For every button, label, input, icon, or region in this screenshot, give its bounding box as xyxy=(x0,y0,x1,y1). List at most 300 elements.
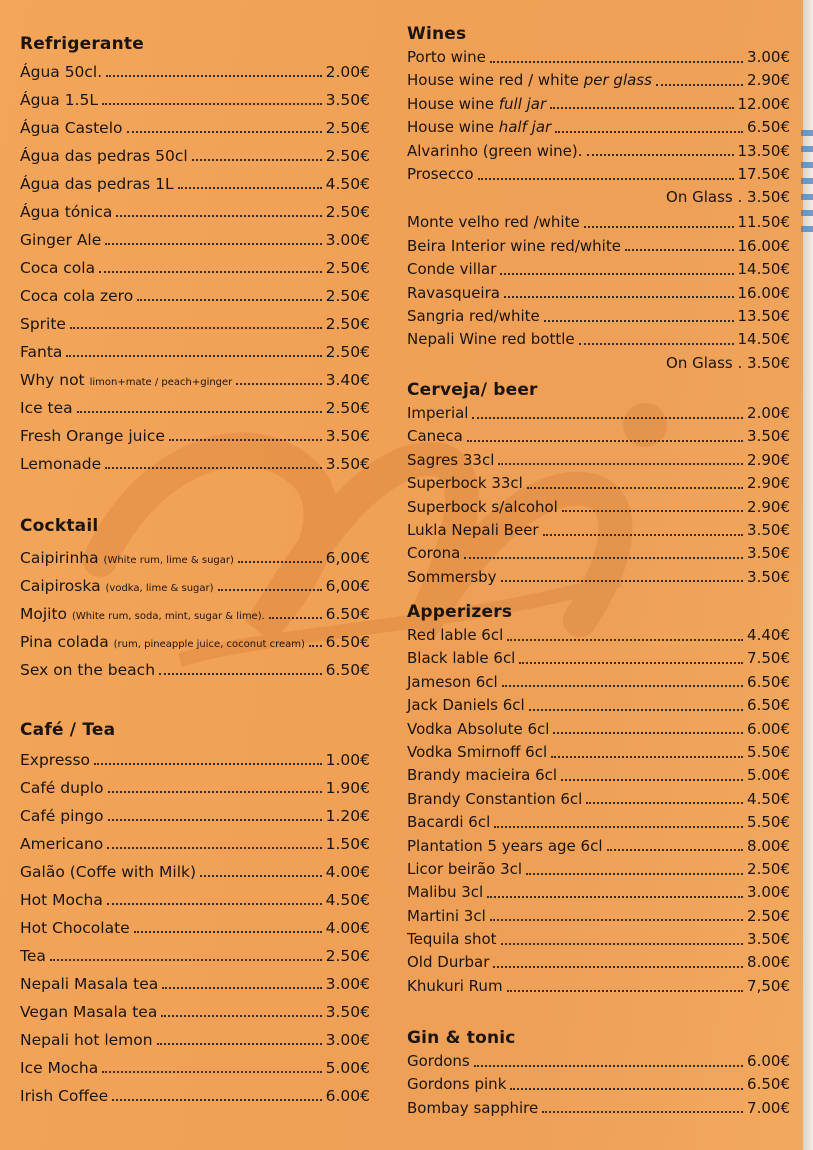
item-name xyxy=(407,1050,470,1073)
menu-item xyxy=(20,1054,370,1082)
dot-leader xyxy=(108,791,322,793)
menu-item xyxy=(407,928,790,951)
item-price: 6,00€ xyxy=(325,549,370,567)
gin-list xyxy=(407,1050,790,1120)
dot-leader xyxy=(507,990,743,992)
item-price: 2.50€ xyxy=(747,859,790,878)
item-name xyxy=(407,1073,506,1096)
refrigerante-list xyxy=(20,58,370,478)
item-price: 2.50€ xyxy=(325,315,370,333)
item-name xyxy=(407,211,580,234)
menu-item xyxy=(407,1050,790,1073)
item-name xyxy=(20,942,46,970)
menu-item xyxy=(20,394,370,422)
item-name xyxy=(407,647,515,670)
dot-leader xyxy=(490,61,743,63)
item-name xyxy=(407,788,582,811)
item-price: 3.50€ xyxy=(747,427,790,446)
item-name-text: Vodka Absolute 6cl xyxy=(407,719,550,738)
item-name-text: Água das pedras 1L xyxy=(20,175,174,193)
wines-section xyxy=(407,22,790,375)
section-title: Cocktail xyxy=(20,516,99,536)
dot-leader xyxy=(494,826,743,828)
dot-leader xyxy=(529,709,743,711)
menu-item xyxy=(20,544,370,572)
menu-item xyxy=(407,472,790,495)
item-name-text: Red lable 6cl xyxy=(407,626,504,644)
item-name-text: Coca cola zero xyxy=(20,287,134,305)
item-name-text: Coca cola xyxy=(20,259,96,277)
item-name xyxy=(407,519,539,542)
dot-leader xyxy=(66,355,321,357)
dot-leader xyxy=(542,1111,743,1113)
menu-item xyxy=(20,226,370,254)
item-price: 2.50€ xyxy=(325,203,370,221)
item-price: 2.00€ xyxy=(747,404,790,422)
dot-leader xyxy=(105,243,321,245)
item-name xyxy=(407,69,652,92)
dot-leader xyxy=(474,1065,743,1067)
item-name xyxy=(407,46,486,69)
item-name-text: Sangria red/white xyxy=(407,306,540,325)
item-price: 2.50€ xyxy=(325,947,370,965)
menu-item xyxy=(20,600,370,628)
item-price: 4.00€ xyxy=(325,863,370,881)
item-name xyxy=(407,835,603,858)
dot-leader xyxy=(107,903,322,905)
dot-leader xyxy=(218,589,322,591)
menu-item xyxy=(407,788,790,811)
item-name-text: Plantation 5 years age 6cl xyxy=(407,836,603,855)
wines-list-2 xyxy=(407,211,790,351)
item-name-text: House wine xyxy=(407,118,494,137)
dot-leader xyxy=(526,873,743,875)
item-name xyxy=(20,628,305,659)
item-name xyxy=(20,366,232,397)
item-name-text: Fresh Orange juice xyxy=(20,427,165,445)
dot-leader xyxy=(105,467,321,469)
menu-item xyxy=(407,542,790,565)
item-price: 2.50€ xyxy=(325,147,370,165)
menu-item xyxy=(407,235,790,258)
dot-leader xyxy=(77,411,322,413)
item-name xyxy=(20,58,102,86)
dot-leader xyxy=(102,103,322,105)
beer-list xyxy=(407,402,790,589)
item-name-text: Sagres 33cl xyxy=(407,450,495,469)
item-price: 3.50€ xyxy=(747,567,790,586)
menu-item xyxy=(20,254,370,282)
item-name xyxy=(407,811,490,834)
menu-item xyxy=(20,858,370,886)
dot-leader xyxy=(478,178,734,180)
item-name-text: Brandy Constantion 6cl xyxy=(407,789,583,808)
menu-item xyxy=(20,886,370,914)
dot-leader xyxy=(107,847,321,849)
item-name xyxy=(407,928,497,951)
menu-item xyxy=(407,258,790,281)
item-name xyxy=(407,975,503,998)
item-name-text: Tequila shot xyxy=(407,930,497,949)
item-name-text: Café pingo xyxy=(20,807,104,825)
dot-leader xyxy=(94,763,322,765)
menu-item xyxy=(407,140,790,163)
item-price: 16.00€ xyxy=(737,236,790,255)
dot-leader xyxy=(493,966,743,968)
dot-leader xyxy=(527,487,743,489)
dot-leader xyxy=(70,327,322,329)
menu-item xyxy=(407,163,790,186)
item-name-text: Tea xyxy=(20,947,46,965)
item-price: 2.90€ xyxy=(747,450,790,469)
item-price: 1.50€ xyxy=(325,835,370,853)
item-name-text: Nepali Masala tea xyxy=(20,975,159,993)
item-name-text: Caipiroska xyxy=(20,577,101,595)
item-price: 3.00€ xyxy=(747,883,790,902)
item-name-text: Água 50cl. xyxy=(20,63,103,81)
item-name-text: Vegan Masala tea xyxy=(20,1003,158,1021)
item-name xyxy=(20,914,130,942)
on-glass-note: On Glass . 3.50€ xyxy=(666,188,790,207)
menu-item xyxy=(407,624,790,647)
item-name-text: Mojito xyxy=(20,605,68,623)
item-name-text: Khukuri Rum xyxy=(407,976,503,995)
item-name-text: Imperial xyxy=(407,404,469,422)
item-name-text: House wine xyxy=(407,94,494,113)
item-price: 6.50€ xyxy=(325,661,370,679)
item-name-text: Lukla Nepali Beer xyxy=(407,520,539,539)
item-price: 6,00€ xyxy=(325,577,370,595)
item-price: 3.50€ xyxy=(747,930,790,949)
dot-leader xyxy=(200,875,322,877)
item-name-text: Conde villar xyxy=(407,260,497,279)
dot-leader xyxy=(102,1071,321,1073)
dot-leader xyxy=(238,561,322,563)
menu-item xyxy=(20,802,370,830)
dot-leader xyxy=(501,943,744,945)
item-price: 2.00€ xyxy=(325,63,370,81)
dot-leader xyxy=(504,296,734,298)
item-price: 3.50€ xyxy=(325,427,370,445)
dot-leader xyxy=(550,107,733,109)
item-name-text: Ginger Ale xyxy=(20,231,102,249)
item-price: 6.00€ xyxy=(747,719,790,738)
item-name xyxy=(407,305,540,328)
item-name-text: Martini 3cl xyxy=(407,906,486,925)
item-name xyxy=(20,858,196,886)
item-name-text: Beira Interior wine red/white xyxy=(407,236,621,255)
item-name xyxy=(20,746,90,774)
section-title: Café / Tea xyxy=(20,720,116,740)
menu-item xyxy=(407,718,790,741)
dot-leader xyxy=(106,75,321,77)
item-name xyxy=(20,114,123,142)
item-name-text: Expresso xyxy=(20,751,91,769)
gin-section xyxy=(407,1026,790,1120)
section-title: Apperizers xyxy=(407,602,513,622)
menu-item xyxy=(20,628,370,656)
item-name-text: Old Durbar xyxy=(407,953,490,972)
menu-item xyxy=(407,46,790,69)
item-price: 3.00€ xyxy=(747,48,790,66)
beer-section xyxy=(407,378,790,589)
item-name xyxy=(407,402,468,425)
item-name-text: Nepali Wine red bottle xyxy=(407,330,575,349)
item-price: 5.00€ xyxy=(325,1059,370,1077)
menu-item xyxy=(20,366,370,394)
item-price: 6.00€ xyxy=(747,1052,790,1070)
dot-leader xyxy=(236,383,321,385)
menu-item xyxy=(20,450,370,478)
menu-item xyxy=(20,914,370,942)
item-name xyxy=(20,774,104,802)
item-price: 2.50€ xyxy=(325,399,370,417)
item-name-text: Água Castelo xyxy=(20,119,123,137)
item-name xyxy=(407,542,460,565)
menu-item xyxy=(407,647,790,670)
item-price: 6.50€ xyxy=(747,118,790,137)
refrigerante-section xyxy=(20,32,370,478)
item-name xyxy=(407,472,523,495)
dot-leader xyxy=(507,639,743,641)
dot-leader xyxy=(309,645,322,647)
item-price: 2.50€ xyxy=(325,259,370,277)
item-name xyxy=(20,802,104,830)
item-price: 3.40€ xyxy=(325,371,370,389)
item-name-text: Bacardi 6cl xyxy=(407,813,491,832)
menu-item xyxy=(20,310,370,338)
menu-item xyxy=(20,338,370,366)
dot-leader xyxy=(561,779,743,781)
item-name xyxy=(20,970,158,998)
menu-item xyxy=(20,114,370,142)
item-name xyxy=(20,394,73,422)
item-price: 11.50€ xyxy=(737,213,790,232)
item-name xyxy=(407,328,575,351)
cafe-list xyxy=(20,746,370,1110)
dot-leader xyxy=(50,959,322,961)
item-name-text: Caneca xyxy=(407,427,463,446)
item-name xyxy=(407,116,551,139)
item-name xyxy=(407,93,546,116)
appetizers-list xyxy=(407,624,790,998)
item-name xyxy=(20,422,165,450)
dot-leader xyxy=(490,919,743,921)
item-name xyxy=(407,163,474,186)
item-price: 6.50€ xyxy=(747,1075,790,1094)
menu-item xyxy=(20,1026,370,1054)
menu-item xyxy=(407,858,790,881)
dot-leader xyxy=(562,510,743,512)
menu-item xyxy=(20,942,370,970)
dot-leader xyxy=(510,1088,743,1090)
item-name-text: Black lable 6cl xyxy=(407,649,516,668)
menu-item xyxy=(407,975,790,998)
dot-leader xyxy=(544,320,734,322)
item-name xyxy=(407,566,497,589)
item-price: 7.00€ xyxy=(747,1098,790,1117)
item-name-text: Pina colada xyxy=(20,633,109,651)
item-name-text: Porto wine xyxy=(407,48,486,66)
item-name xyxy=(20,998,157,1026)
item-name-text: Ravasqueira xyxy=(407,283,500,302)
item-name xyxy=(20,170,174,198)
item-price: 2.50€ xyxy=(325,287,370,305)
item-name xyxy=(407,282,500,305)
menu-item xyxy=(407,69,790,92)
item-name-text: Superbock 33cl xyxy=(407,474,523,493)
dot-leader xyxy=(553,732,743,734)
item-name xyxy=(20,226,101,254)
item-price: 2.90€ xyxy=(747,71,790,90)
menu-item xyxy=(407,305,790,328)
item-name xyxy=(20,86,98,114)
item-name-text: Sprite xyxy=(20,315,66,333)
item-price: 5.00€ xyxy=(747,766,790,785)
item-name xyxy=(407,624,503,647)
item-price: 6.00€ xyxy=(325,1087,370,1105)
item-name xyxy=(407,258,496,281)
dot-leader xyxy=(269,617,322,619)
item-price: 1.20€ xyxy=(325,807,370,825)
dot-leader xyxy=(656,84,743,86)
dot-leader xyxy=(519,662,743,664)
dot-leader xyxy=(127,131,322,133)
item-name xyxy=(407,671,498,694)
cocktail-list xyxy=(20,544,370,684)
item-name xyxy=(20,600,265,631)
menu-item xyxy=(407,328,790,351)
item-price: 13.50€ xyxy=(737,306,790,325)
item-name-text: Bombay sapphire xyxy=(407,1098,539,1117)
menu-item xyxy=(407,449,790,472)
menu-item xyxy=(407,566,790,589)
menu-item xyxy=(407,1097,790,1120)
item-price: 1.00€ xyxy=(325,751,370,769)
menu-item xyxy=(407,905,790,928)
menu-item xyxy=(407,519,790,542)
dot-leader xyxy=(501,580,744,582)
item-price: 1.90€ xyxy=(325,779,370,797)
item-price: 3.00€ xyxy=(325,1031,370,1049)
item-name-text: Vodka Smirnoff 6cl xyxy=(407,742,548,761)
item-name xyxy=(20,830,103,858)
dot-leader xyxy=(586,802,743,804)
item-name xyxy=(20,1054,98,1082)
item-price: 8.00€ xyxy=(747,836,790,855)
appetizers-section xyxy=(407,600,790,998)
dot-leader xyxy=(543,534,743,536)
item-price: 2.90€ xyxy=(747,497,790,516)
item-price: 5.50€ xyxy=(747,742,790,761)
item-price: 6.50€ xyxy=(325,605,370,623)
dot-leader xyxy=(467,440,743,442)
dot-leader xyxy=(607,849,744,851)
item-name-text: Água das pedras 50cl xyxy=(20,147,188,165)
dot-leader xyxy=(555,131,743,133)
item-price: 5.50€ xyxy=(747,813,790,832)
menu-item xyxy=(20,142,370,170)
item-price: 12.00€ xyxy=(737,94,790,113)
item-name xyxy=(20,254,95,282)
item-name-text: Gordons pink xyxy=(407,1075,507,1094)
item-name xyxy=(20,282,133,310)
dot-leader xyxy=(587,154,734,156)
menu-item xyxy=(20,282,370,310)
item-size: half jar xyxy=(498,118,552,137)
item-name xyxy=(20,1082,108,1110)
item-name xyxy=(20,338,62,366)
item-name-text: Superbock s/alcohol xyxy=(407,497,558,516)
dot-leader xyxy=(157,1043,322,1045)
item-price: 13.50€ xyxy=(737,141,790,160)
item-name xyxy=(407,905,486,928)
item-name-text: Americano xyxy=(20,835,104,853)
item-note: (White rum, soda, mint, sugar & lime). xyxy=(71,611,265,622)
menu-item xyxy=(407,881,790,904)
dot-leader xyxy=(99,271,322,273)
menu-item xyxy=(407,116,790,139)
dot-leader xyxy=(498,463,743,465)
item-name xyxy=(20,142,188,170)
dot-leader xyxy=(551,756,743,758)
item-name xyxy=(407,1097,538,1120)
dot-leader xyxy=(487,896,743,898)
item-name xyxy=(407,235,621,258)
menu-item xyxy=(20,86,370,114)
dot-leader xyxy=(464,557,743,559)
section-title: Cerveja/ beer xyxy=(407,380,538,400)
dot-leader xyxy=(579,343,734,345)
dot-leader xyxy=(169,439,322,441)
menu-item xyxy=(20,998,370,1026)
item-name-text: Sommersby xyxy=(407,567,497,586)
item-name-text: Licor beirão 3cl xyxy=(407,859,523,878)
menu-item xyxy=(407,496,790,519)
item-price: 3.50€ xyxy=(747,544,790,563)
dot-leader xyxy=(500,273,733,275)
item-name-text: Why not xyxy=(20,371,85,389)
item-note: (vodka, lime & sugar) xyxy=(105,583,214,594)
on-glass-note: On Glass . 3.50€ xyxy=(666,353,790,372)
menu-item xyxy=(407,402,790,425)
menu-item xyxy=(407,694,790,717)
item-name xyxy=(20,656,155,684)
item-price: 3.50€ xyxy=(325,91,370,109)
item-name-text: Jack Daniels 6cl xyxy=(407,696,525,715)
item-price: 4.50€ xyxy=(325,175,370,193)
item-price: 14.50€ xyxy=(737,260,790,279)
item-name xyxy=(407,449,494,472)
menu-item xyxy=(407,811,790,834)
item-name xyxy=(20,572,214,603)
cafe-section xyxy=(20,718,370,1110)
item-name-text: Caipirinha xyxy=(20,549,99,567)
item-name-text: Hot Chocolate xyxy=(20,919,130,937)
item-name-text: House wine red / white xyxy=(407,71,579,90)
item-name xyxy=(20,198,112,226)
item-price: 16.00€ xyxy=(737,283,790,302)
item-name-text: Ice tea xyxy=(20,399,73,417)
item-size: full jar xyxy=(498,94,547,113)
item-name-text: Água 1.5L xyxy=(20,91,98,109)
item-name-text: Irish Coffee xyxy=(20,1087,109,1105)
item-name-text: Monte velho red /white xyxy=(407,213,580,232)
item-price: 4.00€ xyxy=(325,919,370,937)
menu-item xyxy=(20,830,370,858)
dot-leader xyxy=(137,299,321,301)
item-name-text: Corona xyxy=(407,544,461,563)
